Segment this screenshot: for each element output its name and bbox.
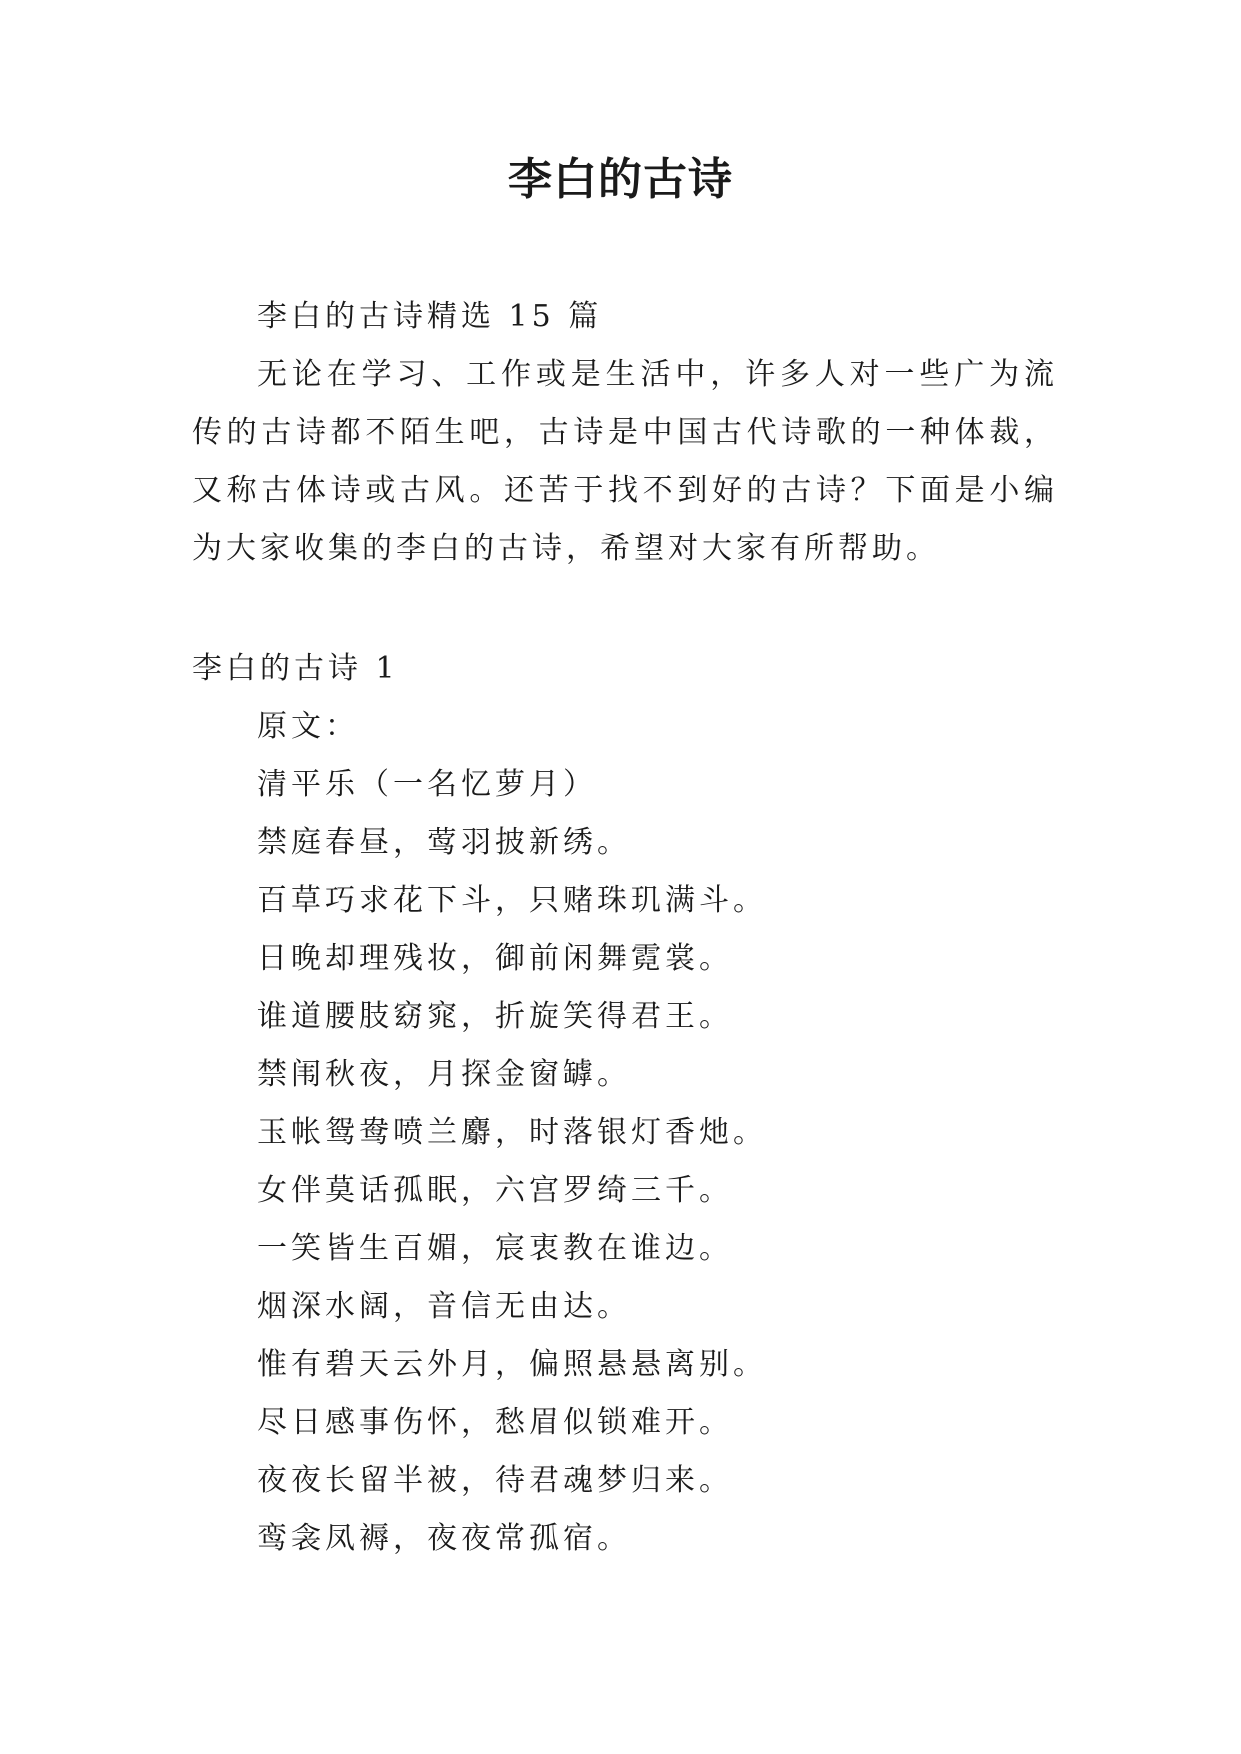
intro-paragraph: 无论在学习、工作或是生活中，许多人对一些广为流传的古诗都不陌生吧，古诗是中国古代诗歌的一种体裁，又称古体诗或古风。还苦于找不到好的古诗？下面是小编为大家收集的李白的古诗，希望对大家有所帮助。: [192, 357, 1058, 566]
poem-line: 百草巧求花下斗，只赌珠玑满斗。: [257, 883, 767, 918]
document-title: 李白的古诗: [508, 154, 733, 205]
poem-line: 烟深水阔，音信无由达。: [257, 1289, 631, 1324]
poem-line: 禁庭春昼，莺羽披新绣。: [257, 825, 631, 860]
poem-line: 禁闱秋夜，月探金窗罅。: [257, 1057, 631, 1092]
original-label: 原文：: [257, 709, 359, 744]
poem-title: 清平乐（一名忆萝月）: [257, 767, 597, 802]
poem-line: 女伴莫话孤眠，六宫罗绮三千。: [257, 1173, 733, 1208]
poem-line: 玉帐鸳鸯喷兰麝，时落银灯香灺。: [257, 1115, 767, 1150]
section-heading: 李白的古诗 1: [192, 651, 399, 686]
poem-line: 一笑皆生百媚，宸衷教在谁边。: [257, 1231, 733, 1266]
poem-line: 日晚却理残妆，御前闲舞霓裳。: [257, 941, 733, 976]
poem-line: 尽日感事伤怀，愁眉似锁难开。: [257, 1405, 733, 1440]
poem-line: 惟有碧天云外月，偏照悬悬离别。: [257, 1347, 767, 1382]
poem-block: [192, 698, 1123, 1568]
subtitle: 李白的古诗精选 15 篇: [257, 299, 603, 334]
poem-line: 谁道腰肢窈窕，折旋笑得君王。: [257, 999, 733, 1034]
poem-line: 夜夜长留半被，待君魂梦归来。: [257, 1463, 733, 1498]
poem-line: 鸾衾凤褥，夜夜常孤宿。: [257, 1521, 631, 1556]
